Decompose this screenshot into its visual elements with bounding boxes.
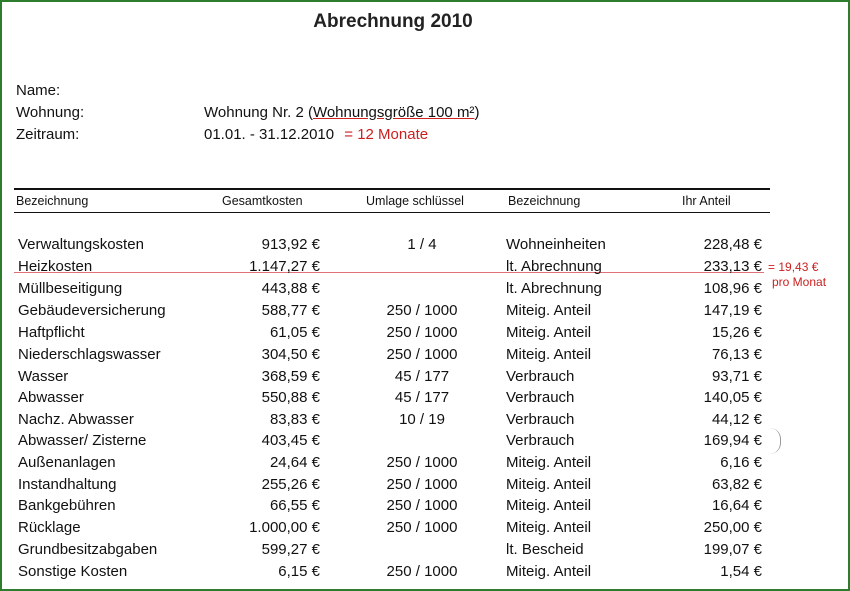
header-bezeichnung: Bezeichnung [16, 194, 89, 208]
zeitraum-value [204, 126, 428, 143]
row-share: 199,07 € [703, 541, 762, 558]
row-basis: lt. Abrechnung [506, 280, 602, 297]
row-share: 76,13 € [711, 346, 762, 363]
row-share: 63,82 € [711, 476, 762, 493]
wohnung-size: Wohnungsgröße 100 m² [312, 104, 475, 121]
row-key: 250 / 1000 [386, 519, 458, 536]
row-name: Wasser [18, 368, 69, 385]
row-name: Instandhaltung [18, 476, 117, 493]
row-name: Abwasser [18, 389, 84, 406]
header-bezeichnung-basis: Bezeichnung [508, 194, 581, 208]
table-row [2, 541, 782, 563]
table-row [2, 432, 782, 454]
row-key: 250 / 1000 [386, 302, 458, 319]
row-share: 93,71 € [711, 368, 762, 385]
row-key: 250 / 1000 [386, 324, 458, 341]
row-key: 250 / 1000 [386, 346, 458, 363]
row-basis: Miteig. Anteil [506, 346, 592, 363]
row-share: 16,64 € [711, 497, 762, 514]
row-share: 108,96 € [703, 280, 762, 297]
table-row [2, 302, 782, 324]
table-row [2, 411, 782, 433]
table-row [2, 563, 782, 585]
table-row [2, 454, 782, 476]
row-basis: lt. Abrechnung [506, 258, 602, 275]
row-name: Müllbeseitigung [18, 280, 123, 297]
row-name: Sonstige Kosten [18, 563, 128, 580]
row-basis: Miteig. Anteil [506, 454, 592, 471]
row-key: 1 / 4 [407, 236, 437, 253]
row-basis: Verbrauch [506, 411, 575, 428]
row-share: 228,48 € [703, 236, 762, 253]
row-key: 250 / 1000 [386, 563, 458, 580]
header-umlageschluessel: Umlage schlüssel [366, 194, 464, 208]
row-basis: Verbrauch [506, 389, 575, 406]
wohnung-close: ) [474, 104, 480, 121]
row-total: 368,59 € [261, 368, 320, 385]
table-row [2, 280, 782, 302]
header-gesamtkosten: Gesamtkosten [222, 194, 303, 208]
row-total: 1.000,00 € [249, 519, 320, 536]
row-basis: lt. Bescheid [506, 541, 584, 558]
row-share: 6,16 € [720, 454, 762, 471]
row-name: Verwaltungskosten [18, 236, 144, 253]
row-basis: Wohneinheiten [506, 236, 606, 253]
row-total: 6,15 € [278, 563, 320, 580]
row-key: 250 / 1000 [386, 454, 458, 471]
row-basis: Verbrauch [506, 432, 575, 449]
name-label: Name: [16, 82, 61, 99]
row-name: Außenanlagen [18, 454, 116, 471]
row-name: Niederschlagswasser [18, 346, 161, 363]
row-key: 250 / 1000 [386, 497, 458, 514]
row-total: 443,88 € [261, 280, 320, 297]
zeitraum-months-note: = 12 Monate [344, 126, 429, 143]
row-share: 147,19 € [703, 302, 762, 319]
table-row [2, 346, 782, 368]
row-key: 45 / 177 [394, 368, 450, 385]
row-basis: Miteig. Anteil [506, 476, 592, 493]
heating-monthly-amount: = 19,43 € [768, 260, 819, 274]
row-share: 1,54 € [720, 563, 762, 580]
heating-monthly-label: pro Monat [772, 275, 827, 289]
row-basis: Miteig. Anteil [506, 324, 592, 341]
row-share: 140,05 € [703, 389, 762, 406]
table-row [2, 519, 782, 541]
wohnung-value [204, 104, 479, 121]
row-total: 66,55 € [269, 497, 320, 514]
row-key: 10 / 19 [399, 411, 445, 428]
row-total: 913,92 € [261, 236, 320, 253]
row-total: 304,50 € [261, 346, 320, 363]
row-share: 44,12 € [711, 411, 762, 428]
table-row [2, 258, 782, 280]
row-total: 599,27 € [261, 541, 320, 558]
table-row [2, 476, 782, 498]
row-name: Haftpflicht [18, 324, 85, 341]
row-name: Heizkosten [18, 258, 93, 275]
zeitraum-label: Zeitraum: [16, 126, 80, 143]
row-key: 250 / 1000 [386, 476, 458, 493]
row-total: 403,45 € [261, 432, 320, 449]
row-name: Gebäudeversicherung [18, 302, 166, 319]
row-share: 250,00 € [703, 519, 762, 536]
row-name: Bankgebühren [18, 497, 116, 514]
table-row [2, 324, 782, 346]
row-name: Grundbesitzabgaben [18, 541, 158, 558]
wohnung-label: Wohnung: [16, 104, 85, 121]
table-header-rule [14, 212, 770, 213]
row-total: 1.147,27 € [249, 258, 320, 275]
wohnung-number: Wohnung Nr. 2 ( [204, 104, 313, 121]
row-key: 45 / 177 [394, 389, 450, 406]
table-row [2, 368, 782, 390]
row-total: 24,64 € [269, 454, 320, 471]
table-row [2, 497, 782, 519]
header-ihr-anteil: Ihr Anteil [682, 194, 731, 208]
row-basis: Miteig. Anteil [506, 302, 592, 319]
document-title: Abrechnung 2010 [313, 11, 473, 32]
row-total: 588,77 € [261, 302, 320, 319]
row-total: 550,88 € [261, 389, 320, 406]
row-name: Nachz. Abwasser [18, 411, 134, 428]
table-top-rule [14, 188, 770, 190]
row-share: 233,13 € [703, 258, 762, 275]
row-basis: Miteig. Anteil [506, 563, 592, 580]
row-share: 15,26 € [711, 324, 762, 341]
row-total: 83,83 € [269, 411, 320, 428]
row-basis: Miteig. Anteil [506, 519, 592, 536]
row-basis: Verbrauch [506, 368, 575, 385]
table-row [2, 236, 782, 258]
row-share: 169,94 € [703, 432, 762, 449]
row-total: 61,05 € [269, 324, 320, 341]
zeitraum-range: 01.01. - 31.12.2010 [204, 126, 335, 143]
row-basis: Miteig. Anteil [506, 497, 592, 514]
row-name: Rücklage [18, 519, 81, 536]
table-row [2, 389, 782, 411]
row-total: 255,26 € [261, 476, 320, 493]
row-name: Abwasser/ Zisterne [18, 432, 147, 449]
